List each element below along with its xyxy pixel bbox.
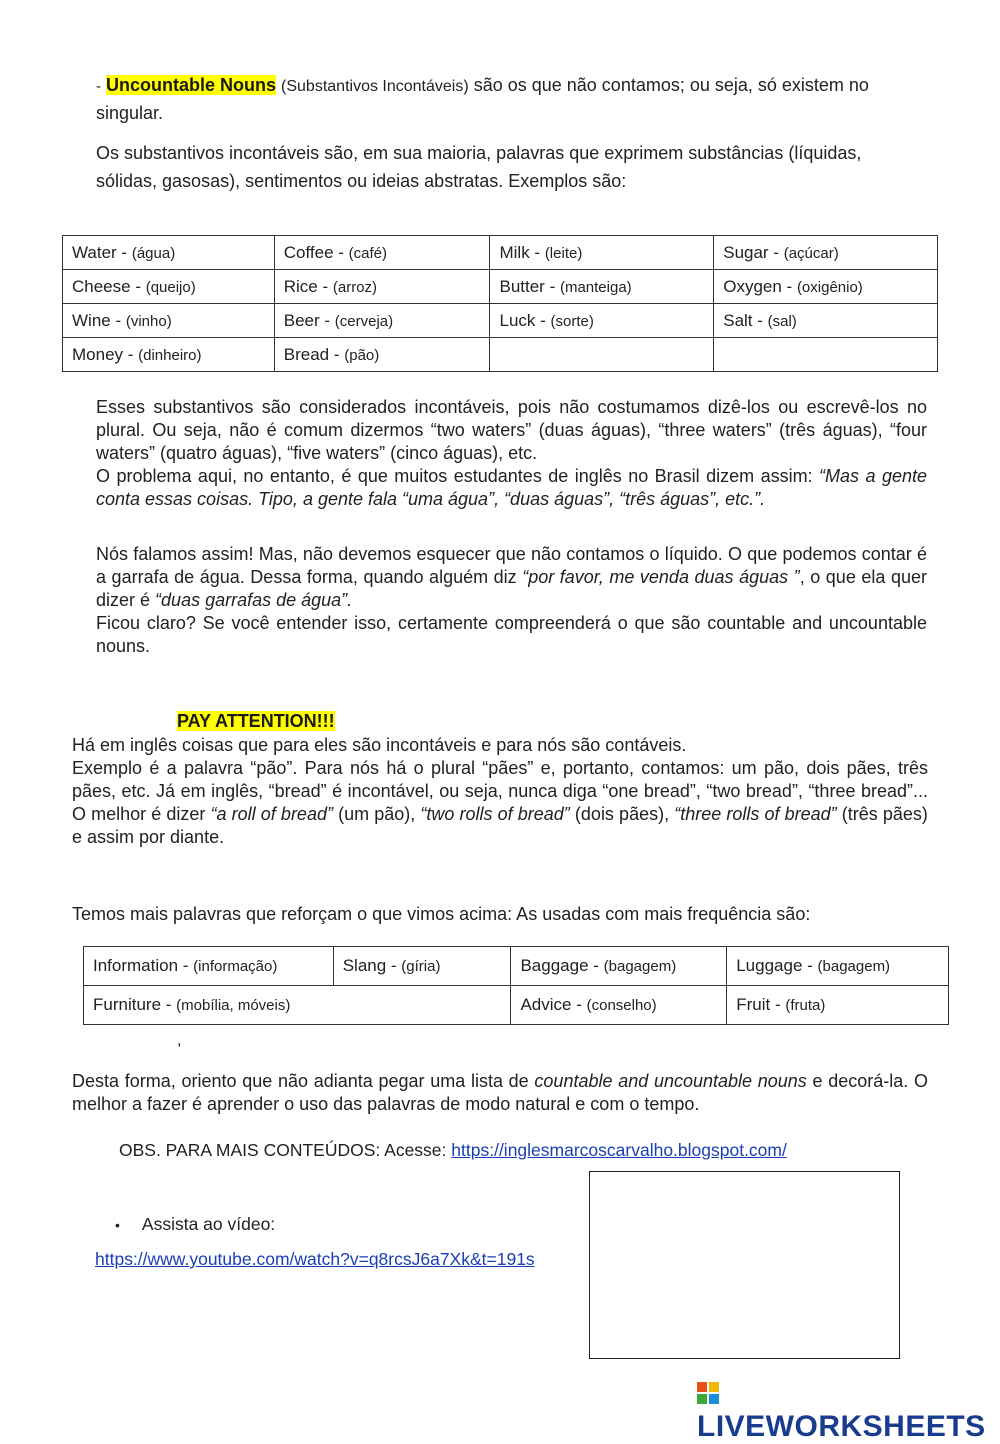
- table-cell: [63, 304, 275, 338]
- bread-quote-3: “three rolls of bread”: [674, 804, 837, 824]
- plural-explanation-text: Esses substantivos são considerados incontáveis, pois não costumamos dizê-los ou escrevê-los no plural. Ou seja, não é comum dizermos “two waters” (duas águas), “three waters” (três águas), “four waters” (quatro águas), “five waters” (cinco águas), etc.: [96, 397, 927, 463]
- intro-definition: [96, 72, 896, 126]
- table-cell: Fruit - (fruta): [727, 986, 949, 1025]
- noun-translation: (açúcar): [783, 244, 839, 262]
- noun-word: Cheese -: [72, 276, 146, 296]
- table-cell: [714, 270, 938, 304]
- table-row: [63, 236, 938, 270]
- bottle-text-a: Nós falamos assim! Mas, não devemos esquecer que não contamos o líquido. O que podemos contar é a garrafa de água. Dessa forma, quando alguém diz: [96, 544, 927, 587]
- table-cell: [274, 236, 490, 270]
- noun-word: Salt -: [723, 310, 768, 330]
- table-cell: [63, 236, 275, 270]
- table-cell: [714, 338, 938, 372]
- noun-word: Wine -: [72, 310, 126, 330]
- noun-translation: (dinheiro): [138, 346, 202, 364]
- bread-text-b: (um pão),: [338, 804, 416, 824]
- noun-word: Butter -: [499, 276, 560, 296]
- table-cell: [63, 338, 275, 372]
- table-cell: Advice - (conselho): [511, 986, 727, 1025]
- noun-translation: (sorte): [550, 312, 594, 330]
- bottle-text-c: Ficou claro? Se você entender isso, certamente compreenderá o que são countable and uncountable nouns.: [96, 613, 927, 656]
- table-cell: [490, 304, 714, 338]
- table-cell: [274, 338, 490, 372]
- bread-text-c: (dois pães),: [574, 804, 670, 824]
- noun-translation: (água): [131, 244, 176, 262]
- noun-translation: (vinho): [125, 312, 172, 330]
- noun-word: Water -: [72, 242, 132, 262]
- table-cell: Luggage - (bagagem): [727, 947, 949, 986]
- pay-attention-heading: [177, 710, 335, 732]
- noun-word: Rice -: [283, 276, 333, 296]
- table-cell: Slang - (gíria): [333, 947, 511, 986]
- video-bullet-item: [115, 1213, 275, 1236]
- more-words-intro: Temos mais palavras que reforçam o que vimos acima: As usadas com mais frequência são:: [72, 904, 811, 924]
- plural-explanation: [96, 396, 927, 511]
- noun-translation: (café): [348, 244, 387, 262]
- noun-word: Bread -: [283, 344, 345, 364]
- problem-text: O problema aqui, no entanto, é que muitos estudantes de inglês no Brasil dizem assim:: [96, 466, 813, 486]
- table-cell: [714, 236, 938, 270]
- table-cell: [714, 304, 938, 338]
- noun-translation: (pão): [344, 346, 380, 364]
- uncountable-nouns-term: Uncountable Nouns: [106, 75, 277, 95]
- noun-word: Luck -: [499, 310, 551, 330]
- bottle-quote-2: “duas garrafas de água”.: [155, 590, 353, 610]
- conclusion: [72, 1070, 928, 1116]
- bottle-explanation: [96, 543, 927, 658]
- table-row: [63, 338, 938, 372]
- conclusion-text-a: Desta forma, oriento que não adianta pegar uma lista de: [72, 1071, 529, 1091]
- obs-line: [119, 1139, 787, 1161]
- term-translation: (Substantivos Incontáveis): [281, 78, 469, 95]
- blog-link[interactable]: https://inglesmarcoscarvalho.blogspot.com/: [451, 1140, 787, 1160]
- table-row: [63, 304, 938, 338]
- attention-line1: Há em inglês coisas que para eles são incontáveis e para nós são contáveis.: [72, 735, 687, 755]
- table-cell: [63, 270, 275, 304]
- table-row: [63, 270, 938, 304]
- bread-quote-2: “two rolls of bread”: [420, 804, 570, 824]
- noun-word: Money -: [72, 344, 139, 364]
- bread-explanation: [72, 757, 928, 849]
- conclusion-emphasis: countable and uncountable nouns: [534, 1071, 807, 1091]
- stray-comma: ,: [177, 1032, 182, 1049]
- table-cell: Information - (informação): [84, 947, 334, 986]
- table-row: [84, 947, 949, 986]
- table-row: [84, 986, 949, 1025]
- noun-translation: (sal): [767, 312, 797, 330]
- pay-attention-title: PAY ATTENTION!!!: [177, 711, 335, 731]
- table-cell: [490, 270, 714, 304]
- table-cell: [490, 338, 714, 372]
- noun-translation: (leite): [544, 244, 583, 262]
- noun-word: Milk -: [499, 242, 545, 262]
- video-embed-placeholder[interactable]: [589, 1171, 900, 1359]
- liveworksheets-logo-icon: [697, 1382, 719, 1404]
- table-cell: Furniture - (mobília, móveis): [84, 986, 511, 1025]
- table-cell: [490, 236, 714, 270]
- youtube-link[interactable]: https://www.youtube.com/watch?v=q8rcsJ6a7Xk&t=191s: [95, 1249, 535, 1269]
- video-link-line: [95, 1248, 535, 1270]
- video-label: Assista ao vídeo:: [141, 1214, 276, 1234]
- definition-text: são os que não contamos; ou seja, só existem no singular.: [96, 75, 869, 123]
- bread-text-a: Exemplo é a palavra “pão”. Para nós há o plural “pães” e, portanto, contamos: um pão, dois pães, três pães, etc. Já em inglês, “bread” é incontável, ou seja, nunca diga “one bread”, “two bread”, “three bread”... O melhor é dizer: [72, 758, 928, 824]
- noun-word: Beer -: [283, 310, 335, 330]
- bottle-quote-1: “por favor, me venda duas águas ”: [522, 567, 800, 587]
- noun-word: Coffee -: [283, 242, 349, 262]
- student-quote: “Mas a gente conta essas coisas. Tipo, a gente fala “uma água”, “duas águas”, “três águas”, etc.”.: [96, 466, 927, 509]
- noun-word: Oxygen -: [723, 276, 797, 296]
- table-cell: Baggage - (bagagem): [511, 947, 727, 986]
- liveworksheets-logo: [697, 1376, 1000, 1444]
- bread-text-d: (três pães) e assim por diante.: [72, 804, 928, 847]
- noun-translation: (manteiga): [559, 278, 632, 296]
- more-words-table: [83, 946, 949, 1025]
- conclusion-text-b: e decorá-la. O melhor a fazer é aprender o uso das palavras de modo natural e com o tempo.: [72, 1071, 928, 1114]
- noun-translation: (cerveja): [334, 312, 394, 330]
- bottle-text-b: , o que ela quer dizer é: [96, 567, 927, 610]
- intro-paragraph: Os substantivos incontáveis são, em sua maioria, palavras que exprimem substâncias (líquidas, sólidas, gasosas), sentimentos ou ideias abstratas. Exemplos são:: [96, 143, 862, 191]
- obs-label: OBS. PARA MAIS CONTEÚDOS: Acesse:: [119, 1140, 447, 1160]
- noun-translation: (arroz): [332, 278, 378, 296]
- bread-quote-1: “a roll of bread”: [210, 804, 333, 824]
- table-cell: [274, 304, 490, 338]
- uncountable-nouns-table: [62, 235, 938, 372]
- bullet-icon: •: [115, 1217, 120, 1233]
- noun-word: Sugar -: [723, 242, 784, 262]
- noun-translation: (queijo): [145, 278, 196, 296]
- intro-dash: -: [96, 78, 101, 95]
- noun-translation: (oxigênio): [796, 278, 863, 296]
- table-cell: [274, 270, 490, 304]
- watermark-text: LIVEWORKSHEETS: [697, 1410, 986, 1443]
